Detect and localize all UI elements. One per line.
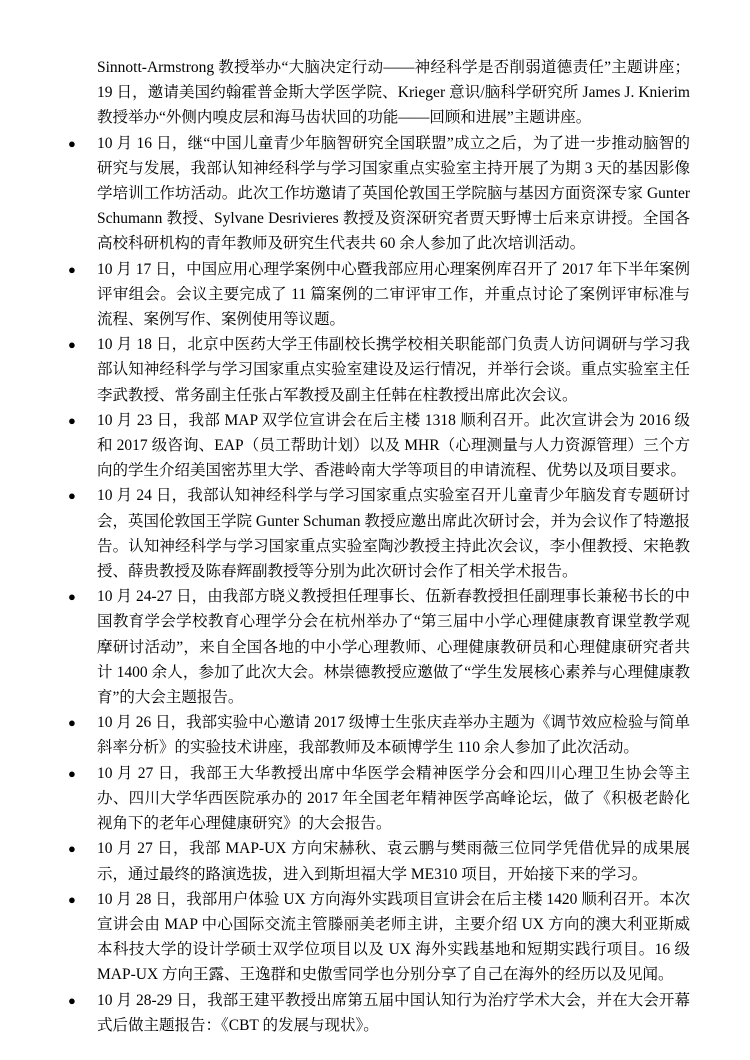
bullet-item-text: 10 月 18 日，北京中医药大学王伟副校长携学校相关职能部门负责人访问调研与学习我部认知神经科学与学习国家重点实验室建设及运行情况，并举行会谈。重点实验室主任李武教授、常务副主任张占军教授及副主任韩在柱教授出席此次会议。 (97, 336, 690, 404)
bullet-list-item (68, 710, 690, 760)
bullet-item-text: 10 月 27 日，我部 MAP-UX 方向宋赫秋、袁云鹏与樊雨薇三位同学凭借优异的成果展示，通过最终的路演选拔，进入到斯坦福大学 ME310 项目，开始接下来的学习。 (97, 840, 690, 883)
bullet-list-item (68, 483, 690, 584)
bullet-list-item (68, 988, 690, 1038)
bullet-icon: ● (68, 488, 76, 504)
bullet-item-text: 10 月 28 日，我部用户体验 UX 方向海外实践项目宣讲会在后主楼 1420 顺利召开。本次宣讲会由 MAP 中心国际交流主管滕丽美老师主讲，主要介绍 UX 方向的澳大利亚斯威本科技大学的设计学硕士双学位项目以及 UX 海外实践基地和短期实践行项目。16 级 MAP-UX 方向王露、王逸群和史傲雪同学也分别分享了自己在海外的经历以及见闻。 (97, 890, 690, 984)
bullet-icon: ● (68, 412, 76, 428)
bullet-item-text: 10 月 23 日，我部 MAP 双学位宣讲会在后主楼 1318 顺利召开。此次宣讲会为 2016 级和 2017 级咨询、EAP（员工帮助计划）以及 MHR（心理测量与人力资源管理）三个方向的学生介绍美国密苏里大学、香港岭南大学等项目的申请流程、优势以及项目要求。 (97, 411, 690, 480)
bullet-item-text: 10 月 24-27 日，由我部方晓义教授担任理事长、伍新春教授担任副理事长兼秘书长的中国教育学会学校教育心理学分会在杭州举办了“第三届中小学心理健康教育课堂教学观摩研讨活动”，来自全国各地的中小学心理教师、心理健康教研员和心理健康研究者共计 1400 余人，参加了此次大会。林崇德教授应邀做了“学生发展核心素养与心理健康教育”的大会主题报告。 (97, 588, 690, 707)
bullet-list-item (68, 408, 690, 484)
bullet-item-text: 10 月 26 日，我部实验中心邀请 2017 级博士生张庆垚举办主题为《调节效应检验与简单斜率分析》的实验技术讲座，我部教师及本硕博学生 110 余人参加了此次活动。 (97, 714, 690, 757)
bullet-icon: ● (68, 765, 76, 781)
bullet-icon: ● (68, 841, 76, 857)
bullet-icon: ● (68, 135, 76, 151)
bullet-list-item (68, 887, 690, 988)
bullet-item-text: 10 月 16 日，继“中国儿童青少年脑智研究全国联盟”成立之后，为了进一步推动脑智的研究与发展，我部认知神经科学与学习国家重点实验室主持开展了为期 3 天的基因影像学培训工作坊活动。此次工作坊邀请了英国伦敦国王学院脑与基因方面资深专家 Gunter Schumann 教授、Sylvane Desrivieres 教授及资深研究者贾天野博士后来京讲授。全国各高校科研机构的青年教师及研究生代表共 60 余人参加了此次培训活动。 (97, 134, 690, 253)
bullet-icon: ● (68, 261, 76, 277)
bullet-icon: ● (68, 891, 76, 907)
bullet-icon: ● (68, 337, 76, 353)
continuation-paragraph: Sinnott-Armstrong 教授举办“大脑决定行动——神经科学是否削弱道德责任”主题讲座；19 日，邀请美国约翰霍普金斯大学医学院、Krieger 意识/脑科学研究所 James J. Knierim 教授举办“外侧内嗅皮层和海马齿状回的功能——回顾和进展”主题讲座。 (97, 59, 690, 127)
bullet-item-text: 10 月 27 日，我部王大华教授出席中华医学会精神医学分会和四川心理卫生协会等主办、四川大学华西医院承办的 2017 年全国老年精神医学高峰论坛，做了《积极老龄化视角下的老年心理健康研究》的大会报告。 (97, 764, 690, 833)
bullet-item-text: 10 月 17 日，中国应用心理学案例中心暨我部应用心理案例库召开了 2017 年下半年案例评审组会。会议主要完成了 11 篇案例的二审评审工作，并重点讨论了案例评审标准与流程、案例写作、案例使用等议题。 (97, 260, 690, 329)
bullet-list-item (68, 836, 690, 886)
bullet-icon: ● (68, 992, 76, 1008)
bullet-icon: ● (68, 715, 76, 731)
bullet-list-item (68, 332, 690, 408)
bullet-item-text: 10 月 28-29 日，我部王建平教授出席第五届中国认知行为治疗学术大会，并在大会开幕式后做主题报告：《CBT 的发展与现状》。 (97, 991, 690, 1034)
bullet-list-item (68, 131, 690, 257)
bullet-icon: ● (68, 589, 76, 605)
bullet-list-item (68, 761, 690, 837)
bullet-list-item (68, 257, 690, 333)
bullet-list-item (68, 584, 690, 710)
bullet-item-text: 10 月 24 日，我部认知神经科学与学习国家重点实验室召开儿童青少年脑发育专题研讨会，英国伦敦国王学院 Gunter Schuman 教授应邀出席此次研讨会，并为会议作了特邀报告。认知神经科学与学习国家重点实验室陶沙教授主持此次会议，李小俚教授、宋艳教授、薛贵教授及陈春辉副教授等分别为此次研讨会作了相关学术报告。 (97, 487, 690, 581)
